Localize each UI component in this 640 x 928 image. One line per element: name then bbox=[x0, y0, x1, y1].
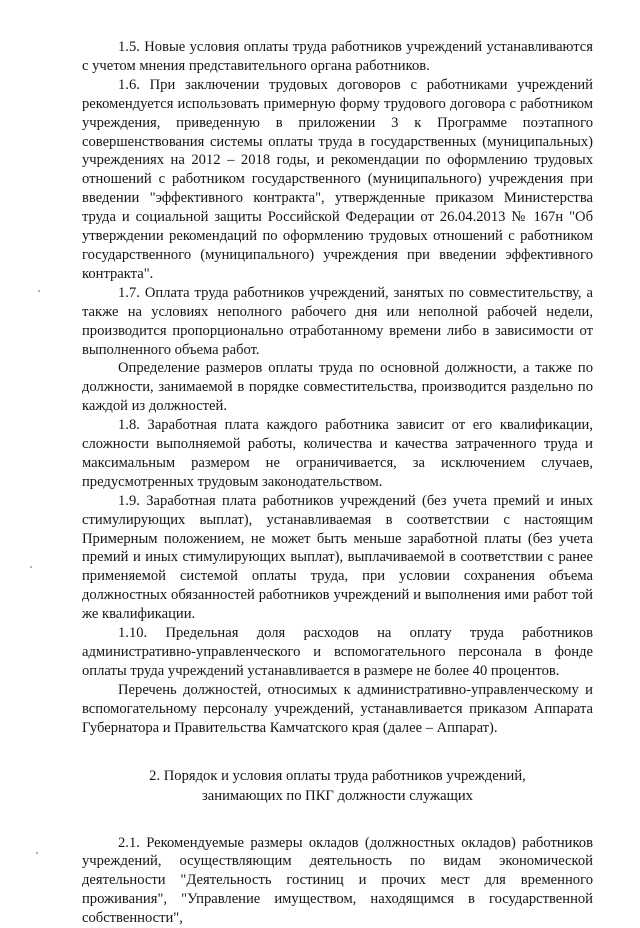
paragraph-salary-determination: Определение размеров оплаты труда по основной должности, а также по должности, занимаемой в порядке совместительства, производится раздельно по каждой из должностей. bbox=[82, 360, 593, 415]
scan-speck bbox=[30, 566, 32, 568]
spacer bbox=[82, 738, 593, 766]
section-heading-line-2: занимающих по ПКГ должности служащих bbox=[202, 787, 473, 804]
spacer bbox=[82, 806, 593, 834]
paragraph-1-5: 1.5. Новые условия оплаты труда работников учреждений устанавливаются с учетом мнения представительного органа работников. bbox=[82, 39, 593, 74]
document-body bbox=[82, 38, 593, 928]
paragraph-positions-list: Перечень должностей, относимых к административно-управленческому и вспомогательному персоналу учреждений, устанавливается приказом Аппарата Губернатора и Правительства Камчатского края (далее – Аппарат). bbox=[82, 681, 593, 736]
paragraph-2-1: 2.1. Рекомендуемые размеры окладов (должностных окладов) работников учреждений, осуществляющим деятельность по видам экономической деятельности "Деятельность гостиниц и прочих мест для временного проживания", "Управление имуществом, находящимся в государственной собственности", bbox=[82, 834, 593, 927]
paragraph-1-6: 1.6. При заключении трудовых договоров с работниками учреждений рекомендуется использовать примерную форму трудового договора с работником учреждения, приведенную в приложении 3 к Программе поэтапного совершенствования системы оплаты труда в государственных (муниципальных) учреждениях на 2012 – 2018 годы, и рекомендации по оформлению трудовых отношений с работником государственного (муниципального) учреждения при введении "эффективного контракта", утвержденные приказом Министерства труда и социальной защиты Российской Федерации от 26.04.2013 № 167н "Об утверждении рекомендаций по оформлению трудовых отношений с работником государственного (муниципального) учреждения при введении эффективного контракта". bbox=[82, 76, 593, 282]
paragraph-1-9: 1.9. Заработная плата работников учреждений (без учета премий и иных стимулирующих выплат), устанавливаемая в соответствии с настоящим Примерным положением, не может быть меньше заработной платы (без учета премий и иных стимулирующих выплат), выплачиваемой в соответствии с ранее применяемой системой оплаты труда, при условии сохранения объема должностных обязанностей работников учреждений и выполнения ими работ той же квалификации. bbox=[82, 492, 593, 623]
paragraph-1-10: 1.10. Предельная доля расходов на оплату труда работников административно-управленческого и вспомогательного персонала в фонде оплаты труда учреждений устанавливается в размере не более 40 процентов. bbox=[82, 625, 593, 679]
scan-speck bbox=[36, 852, 38, 854]
scan-speck bbox=[38, 290, 40, 292]
paragraph-1-8: 1.8. Заработная плата каждого работника зависит от его квалификации, сложности выполняемой работы, количества и качества затраченного труда и максимальным размером не ограничивается, за исключением случаев, предусмотренных трудовым законодательством. bbox=[82, 417, 593, 490]
section-heading bbox=[82, 766, 593, 806]
paragraph-1-7: 1.7. Оплата труда работников учреждений, занятых по совместительству, а также на условиях неполного рабочего дня или неполной рабочей недели, производится пропорционально отработанному времени либо в зависимости от выполненного объема работ. bbox=[82, 284, 593, 358]
section-heading-line-1: 2. Порядок и условия оплаты труда работников учреждений, bbox=[149, 767, 526, 784]
